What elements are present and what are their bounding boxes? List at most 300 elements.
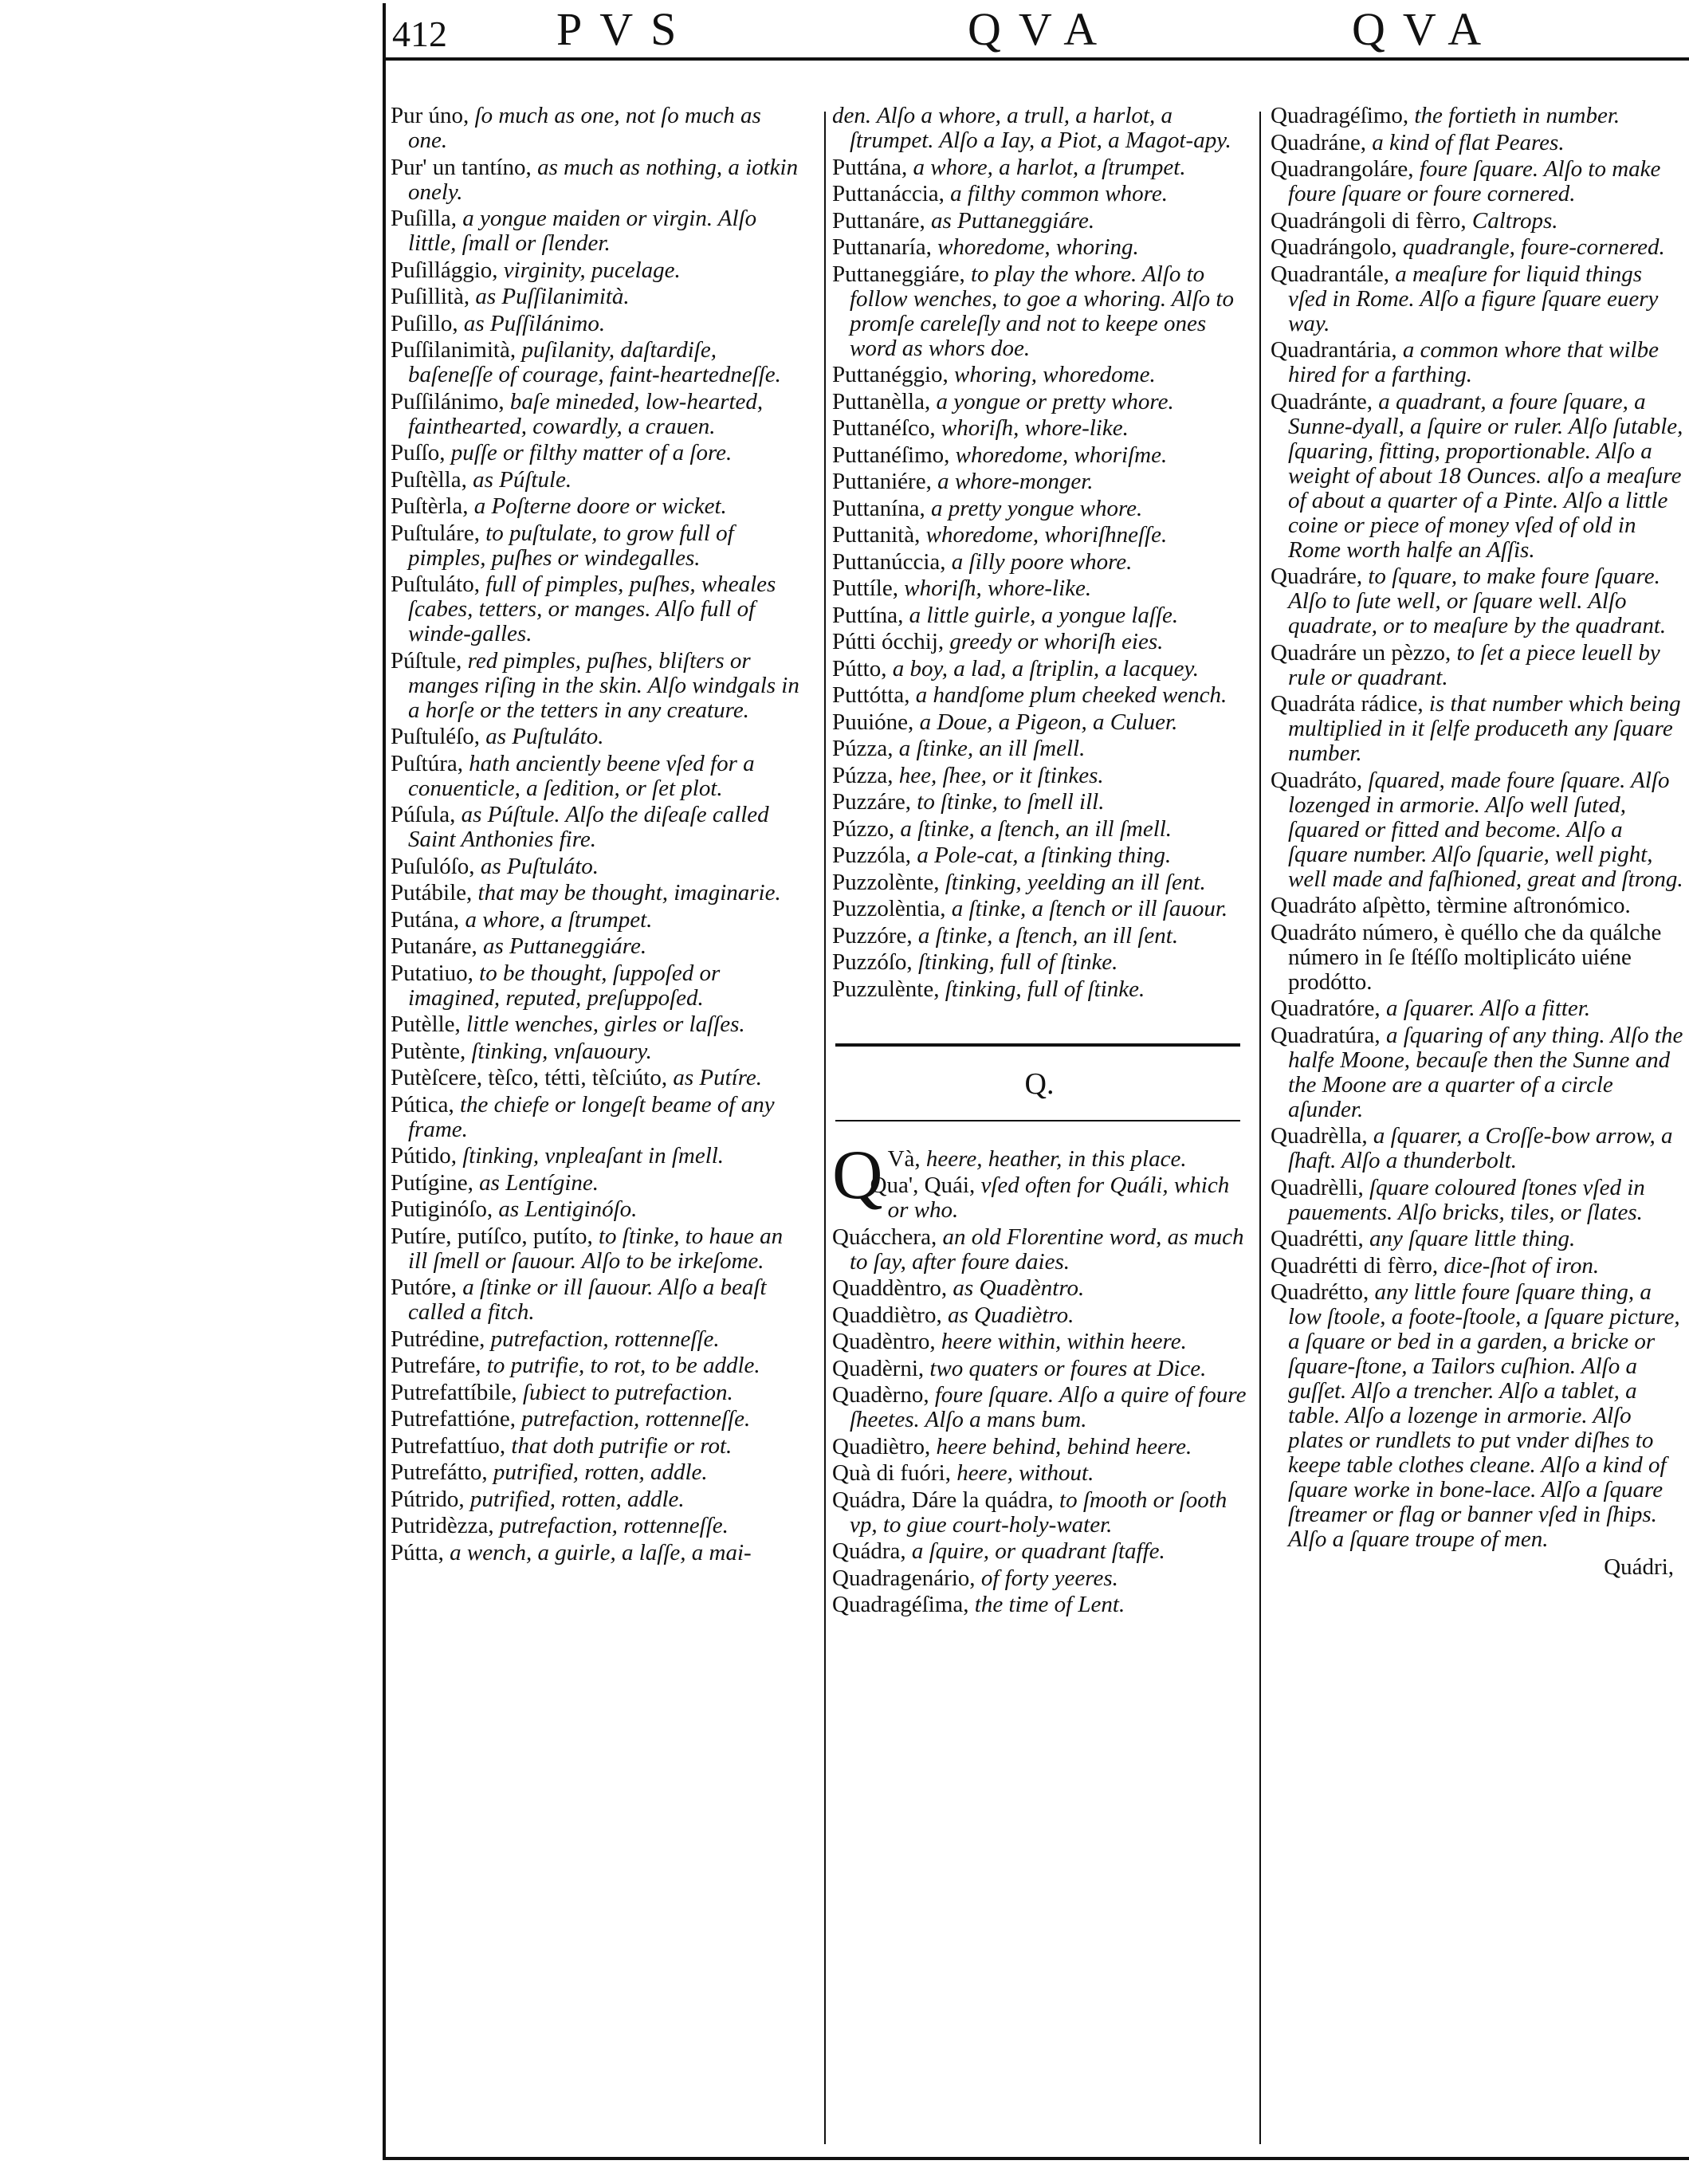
column-1: [391, 104, 805, 1567]
entry-lemma: Pútrido,: [391, 1486, 465, 1512]
entry-definition: ſo much as one, not ſo much as one.: [408, 103, 761, 153]
dictionary-entry: [391, 1407, 805, 1432]
dictionary-entry: [391, 854, 805, 879]
entry-definition: a whore, a harlot, a ſtrumpet.: [913, 154, 1186, 180]
section-rule: [835, 1120, 1240, 1121]
entry-definition: a ſtinke, a ſtench or ill ſauour.: [951, 896, 1228, 921]
entry-lemma: Puzzóſo,: [832, 949, 913, 975]
dictionary-entry: [832, 1488, 1247, 1538]
dictionary-entry: [1271, 209, 1685, 234]
column-2: [832, 104, 1247, 1620]
dictionary-entry: [832, 390, 1247, 414]
dictionary-entry: [391, 258, 805, 283]
entry-lemma: Putrefattióne,: [391, 1406, 517, 1432]
dictionary-entry: [832, 1435, 1247, 1459]
entry-definition: as Púſtule.: [473, 466, 572, 493]
entry-lemma: Quà di fuóri,: [832, 1460, 951, 1486]
entry-definition: the chiefe or longeſt beame of any frame.: [408, 1091, 775, 1142]
entry-lemma: Quadragéſima,: [832, 1592, 969, 1617]
footer-rule: [383, 2157, 1689, 2160]
dictionary-entry: [391, 1381, 805, 1405]
entry-lemma: Quadrantária,: [1271, 337, 1397, 363]
entry-lemma: Pútta,: [391, 1539, 444, 1565]
dictionary-entry: [391, 752, 805, 801]
entry-definition: a ſtinke, a ſtench, an ill ſent.: [917, 922, 1179, 949]
header-rule: [383, 57, 1689, 61]
entry-definition: putrefaction, rottenneſſe.: [521, 1406, 751, 1432]
dictionary-entry: [391, 441, 805, 465]
entry-lemma: Quadráto número, è quéllo che da quálche número in ſe ſtéſſo moltiplicáto uiéne prodótto.: [1271, 919, 1662, 995]
dictionary-entry: [832, 1461, 1247, 1486]
entry-definition: hath anciently beene vſed for a conuenticle, a ſedition, or ſet plot.: [408, 750, 755, 801]
dictionary-entry: [832, 416, 1247, 441]
dictionary-entry: [1271, 235, 1685, 260]
entry-lemma: Puttanéſco,: [832, 415, 936, 441]
dictionary-entry: [391, 155, 805, 205]
dictionary-entry: [832, 1276, 1247, 1301]
dictionary-entry: [832, 523, 1247, 548]
dictionary-entry: [832, 1383, 1247, 1432]
dictionary-entry: [391, 934, 805, 959]
entry-definition: a ſquarer. Alſo a fitter.: [1385, 996, 1591, 1021]
entry-lemma: Quadèntro,: [832, 1329, 936, 1354]
column-2b-entries: [832, 1173, 1247, 1617]
entry-definition: ſquare coloured ſtones vſed in pauements. Alſo bricks, tiles, or ſlates.: [1288, 1174, 1645, 1225]
entry-lemma: Quácchera,: [832, 1224, 937, 1250]
header-middle: QVA: [968, 3, 1115, 55]
entry-lemma: Pur' un tantíno,: [391, 154, 532, 180]
entry-definition: foure ſquare. Alſo a quire of foure ſheetes. Alſo a mans bum.: [850, 1382, 1247, 1432]
entry-definition: a common whore that wilbe hired for a farthing.: [1288, 337, 1659, 387]
dictionary-entry: [391, 1093, 805, 1142]
dictionary-entry: [1271, 131, 1685, 155]
entry-definition: quadrangle, foure-cornered.: [1402, 234, 1665, 260]
entry-lemma: Quadrèlli,: [1271, 1174, 1364, 1200]
entry-definition: any ſquare little thing.: [1369, 1226, 1576, 1251]
dictionary-entry: [1271, 390, 1685, 563]
dictionary-entry: [832, 1225, 1247, 1275]
dictionary-entry: [391, 494, 805, 519]
dictionary-entry: [832, 262, 1247, 361]
entry-definition: den. Alſo a whore, a trull, a harlot, a ſtrumpet. Alſo a Iay, a Piot, a Magot-apy.: [832, 103, 1231, 153]
dictionary-entry: [1271, 1176, 1685, 1225]
entry-lemma: Quadrantále,: [1271, 261, 1389, 287]
entry-definition: heere, without.: [956, 1460, 1094, 1486]
dictionary-entry: [832, 790, 1247, 815]
entry-lemma: Púzza,: [832, 736, 894, 761]
entry-definition: putrefaction, rottenneſſe.: [490, 1326, 720, 1352]
entry-definition: a ſilly poore whore.: [951, 548, 1133, 575]
entry-definition: to putrifie, to rot, to be addle.: [486, 1353, 760, 1378]
entry-definition: a meaſure for liquid things vſed in Rome. Alſo a figure ſquare euery way.: [1288, 261, 1659, 336]
dictionary-entry: [391, 1275, 805, 1325]
entry-definition: that may be thought, imaginarie.: [477, 880, 781, 905]
dictionary-entry: [391, 1224, 805, 1274]
entry-definition: a whore, a ſtrumpet.: [465, 906, 653, 933]
entry-definition: whoriſh, whore-like.: [941, 415, 1129, 441]
entry-definition: whoredome, whoriſhneſſe.: [925, 522, 1168, 548]
entry-lemma: Puuióne,: [832, 709, 914, 735]
entry-definition: whoring, whoredome.: [954, 362, 1156, 387]
entry-definition: as Puſſilanimità.: [475, 284, 630, 309]
dictionary-entry: [832, 155, 1247, 180]
dictionary-entry: [391, 1434, 805, 1459]
entry-definition: little wenches, girles or laſſes.: [466, 1011, 745, 1037]
dictionary-entry: [391, 1514, 805, 1538]
dictionary-entry: [391, 572, 805, 646]
dictionary-entry: [832, 977, 1247, 1002]
entry-definition: ſquared, made foure ſquare. Alſo lozenged in armorie. Alſo well ſuted, ſquared or fitted and become. Alſo a ſquare number. Alſo ſquarie, well pight, well made and faſhioned, great and ſtrong.: [1288, 767, 1683, 892]
header-left: PVS: [556, 3, 694, 55]
entry-lemma: Quadrángolo,: [1271, 234, 1397, 260]
entry-lemma: Putrefátto,: [391, 1459, 488, 1485]
entry-lemma: Púſtule,: [391, 647, 462, 674]
entry-lemma: Quadèrno,: [832, 1382, 929, 1408]
dictionary-entry: [832, 1539, 1247, 1564]
entry-definition: as Púſtule. Alſo the diſeaſe called Saint Anthonies fire.: [408, 802, 769, 852]
entry-definition: putrefaction, rottenneſſe.: [499, 1513, 729, 1538]
dictionary-entry: [832, 603, 1247, 628]
entry-definition: a pretty yongue whore.: [931, 495, 1143, 521]
entry-definition: heere, heather, in this place.: [925, 1145, 1187, 1172]
dictionary-entry: [832, 950, 1247, 975]
dictionary-entry: [391, 1171, 805, 1196]
dictionary-entry: [1271, 104, 1685, 128]
dictionary-entry: [832, 630, 1247, 654]
entry-definition: a quadrant, a foure ſquare, a Sunne-dyall, a ſquire or ruler. Alſo ſutable, ſquaring, fitting, proportionable. Alſo a weight of about 18 Ounces. alſo a meaſure of about a quarter of a Pinte. Alſo a little coine or piece of money vſed of old in Rome worth halfe an Aſſis.: [1288, 388, 1683, 563]
entry-lemma: Pútto,: [832, 655, 887, 682]
dictionary-entry: [1271, 1280, 1685, 1552]
dictionary-entry: [832, 235, 1247, 260]
entry-lemma: Puttanéggio,: [832, 362, 949, 387]
entry-lemma: Qua', Quái,: [870, 1173, 976, 1198]
dictionary-entry: [832, 843, 1247, 868]
left-border: [383, 3, 386, 2160]
entry-lemma: Quadrétti di fèrro,: [1271, 1252, 1439, 1279]
column-divider: [824, 112, 826, 2144]
entry-lemma: Puttanáre,: [832, 207, 925, 234]
dictionary-entry: [391, 725, 805, 749]
entry-definition: as Quadiètro.: [947, 1302, 1074, 1328]
entry-lemma: Putígine,: [391, 1169, 473, 1196]
dictionary-entry: [832, 104, 1247, 153]
entry-definition: a kind of flat Peares.: [1372, 129, 1565, 155]
entry-definition: of forty yeeres.: [980, 1565, 1118, 1591]
entry-lemma: Puttíle,: [832, 575, 898, 601]
entry-lemma: Quadráto aſpètto, tèrmine aſtronómico.: [1271, 893, 1631, 918]
entry-definition: a ſquarer, a Croſſe-bow arrow, a ſhaft. Alſo a thunderbolt.: [1288, 1123, 1673, 1173]
column-2-entries: [832, 104, 1247, 1002]
dictionary-entry: [391, 521, 805, 571]
dictionary-entry: [391, 908, 805, 933]
dictionary-entry: [391, 1487, 805, 1512]
entry-definition: a yongue maiden or virgin. Alſo little, ſmall or ſlender.: [408, 206, 757, 256]
entry-lemma: Quadráto,: [1271, 767, 1363, 793]
dictionary-entry: [832, 817, 1247, 842]
entry-definition: as Quadèntro.: [953, 1275, 1085, 1301]
dictionary-entry: [391, 468, 805, 493]
entry-lemma: Puſulóſo,: [391, 853, 475, 879]
entry-lemma: Putridèzza,: [391, 1513, 494, 1538]
dictionary-entry: [391, 1066, 805, 1090]
section-rule: [835, 1043, 1240, 1047]
entry-definition: to ſtinke, to ſmell ill.: [917, 789, 1105, 815]
dictionary-entry: [832, 209, 1247, 234]
entry-definition: hee, ſhee, or it ſtinkes.: [898, 762, 1104, 788]
dictionary-entry: [832, 710, 1247, 735]
entry-lemma: Puttanaría,: [832, 234, 932, 260]
entry-lemma: Quadrángoli di fèrro,: [1271, 207, 1467, 234]
entry-lemma: Quadrangoláre,: [1271, 156, 1414, 182]
entry-definition: ſtinking, yeelding an ill ſent.: [945, 869, 1206, 895]
dictionary-entry: [832, 924, 1247, 949]
dictionary-entry: [391, 1460, 805, 1485]
entry-definition: to puſtulate, to grow full of pimples, puſhes or windegalles.: [408, 520, 734, 571]
entry-lemma: Puſilla,: [391, 206, 457, 231]
dictionary-entry: [832, 550, 1247, 575]
dictionary-entry: [391, 1541, 805, 1565]
dictionary-entry: [391, 803, 805, 852]
entry-definition: whoredome, whoring.: [937, 234, 1139, 260]
dictionary-entry: [1271, 1254, 1685, 1279]
entry-lemma: Quadrèlla,: [1271, 1123, 1368, 1149]
entry-lemma: Quádra,: [832, 1538, 906, 1564]
dictionary-entry: [1271, 1023, 1685, 1122]
entry-lemma: Quadrétti,: [1271, 1226, 1364, 1251]
entry-definition: a ſtinke or ill ſauour. Alſo a beaſt called a fitch.: [408, 1275, 767, 1325]
dictionary-entry: [832, 1566, 1247, 1591]
dictionary-entry: [391, 312, 805, 336]
entry-definition: the time of Lent.: [974, 1592, 1125, 1617]
dictionary-entry: [832, 683, 1247, 708]
entry-lemma: Pútti ócchij,: [832, 629, 945, 654]
dictionary-entry: [1271, 768, 1685, 892]
entry-definition: ſtinking, full of ſtinke.: [917, 949, 1118, 975]
dictionary-entry: [391, 104, 805, 153]
dictionary-entry: [391, 1197, 805, 1222]
entry-lemma: Putóre,: [391, 1275, 457, 1300]
entry-definition: a filthy common whore.: [950, 181, 1168, 206]
page-number: 412: [392, 14, 447, 54]
dictionary-entry: [391, 1039, 805, 1064]
entry-lemma: Puttaniére,: [832, 469, 932, 494]
entry-lemma: Pur úno,: [391, 103, 469, 128]
entry-definition: Caltrops.: [1471, 207, 1558, 234]
entry-definition: as Puſtuláto.: [480, 853, 599, 879]
entry-definition: whoriſh, whore-like.: [904, 575, 1092, 601]
dictionary-entry: [391, 1327, 805, 1352]
entry-definition: a little guirle, a yongue laſſe.: [909, 602, 1179, 628]
entry-definition: a ſtinke, an ill ſmell.: [898, 736, 1086, 761]
dictionary-entry: [391, 1353, 805, 1378]
entry-definition: a ſquire, or quadrant ſtaffe.: [911, 1538, 1165, 1564]
entry-definition: a Poſterne doore or wicket.: [473, 493, 727, 519]
dictionary-entry: [1271, 641, 1685, 690]
entry-lemma: Puzzóla,: [832, 843, 912, 868]
entry-lemma: Pútido,: [391, 1143, 457, 1169]
column-3: [1271, 104, 1685, 1581]
entry-definition: as much as nothing, a iotkin onely.: [408, 154, 799, 205]
entry-lemma: Puſillità,: [391, 284, 470, 309]
column-divider: [1259, 112, 1261, 2144]
entry-lemma: Quadráre un pèzzo,: [1271, 639, 1451, 666]
entry-definition: as Puttaneggiáre.: [931, 207, 1095, 234]
entry-lemma: Putanáre,: [391, 933, 477, 959]
entry-definition: ſtinking, vnſauoury.: [471, 1038, 652, 1064]
entry-lemma: Quadráta rádice,: [1271, 691, 1424, 717]
entry-lemma: Quadiètro,: [832, 1433, 931, 1459]
dictionary-entry: [1271, 692, 1685, 766]
dictionary-entry: [832, 870, 1247, 895]
entry-lemma: Putrédine,: [391, 1326, 485, 1352]
entry-definition: to ſtinke, to haue an ill ſmell or ſauour. Alſo to be irkeſome.: [408, 1223, 784, 1274]
dictionary-entry: [832, 1173, 1247, 1223]
entry-definition: putrified, rotten, addle.: [469, 1486, 685, 1512]
entry-lemma: Putíre, putíſco, putíto,: [391, 1223, 593, 1249]
dictionary-entry: [391, 285, 805, 309]
dictionary-entry: [391, 649, 805, 723]
entry-definition: full of pimples, puſhes, wheales ſcabes, tetters, or manges. Alſo full of winde-galles.: [408, 572, 776, 646]
entry-definition: a wench, a guirle, a laſſe, a mai-: [450, 1539, 752, 1565]
entry-definition: an old Florentine word, as much to ſay, after foure daies.: [850, 1224, 1244, 1275]
dictionary-entry: [832, 1357, 1247, 1381]
entry-lemma: Quadrétto,: [1271, 1279, 1369, 1305]
entry-lemma: Puſillággio,: [391, 257, 498, 283]
entry-lemma: Quadragenário,: [832, 1565, 976, 1591]
entry-lemma: Puſtuláre,: [391, 520, 480, 546]
dictionary-entry: [832, 1330, 1247, 1354]
entry-lemma: Puttanáccia,: [832, 181, 945, 206]
dictionary-entry: [832, 497, 1247, 521]
section-letter: Q.: [1024, 1066, 1055, 1101]
dictionary-entry: [832, 576, 1247, 601]
running-header: [386, 3, 1689, 56]
entry-lemma: Puſtúra,: [391, 750, 464, 776]
entry-lemma: Puzzóre,: [832, 922, 913, 949]
entry-definition: a ſtinke, a ſtench, an ill ſmell.: [900, 815, 1172, 842]
entry-lemma: Quaddiètro,: [832, 1302, 942, 1328]
header-right: QVA: [1352, 3, 1499, 55]
entry-lemma: Puttanèlla,: [832, 388, 931, 414]
dictionary-entry: [391, 1144, 805, 1169]
entry-definition: heere within, within heere.: [941, 1329, 1187, 1354]
entry-lemma: Puzzáre,: [832, 789, 912, 815]
entry-definition: to ſet a piece leuell by rule or quadrant.: [1288, 639, 1660, 690]
entry-lemma: Puttanúccia,: [832, 548, 946, 575]
entry-lemma: Puſtuláto,: [391, 572, 480, 597]
dictionary-entry: [1271, 1124, 1685, 1173]
entry-definition: a handſome plum cheeked wench.: [915, 682, 1227, 708]
dictionary-entry: [832, 737, 1247, 761]
entry-lemma: Putatiuo,: [391, 960, 473, 986]
entry-lemma: Puttána,: [832, 154, 908, 180]
entry-definition: vſed often for Quáli, which or who.: [887, 1173, 1230, 1223]
dictionary-entry: [1271, 894, 1685, 918]
entry-lemma: Putènte,: [391, 1038, 466, 1064]
entry-lemma: Quadráre,: [1271, 564, 1363, 589]
dictionary-entry: [1271, 996, 1685, 1021]
entry-lemma: Puttína,: [832, 602, 904, 628]
entry-lemma: Quadragéſimo,: [1271, 103, 1409, 128]
entry-definition: putrified, rotten, addle.: [493, 1459, 708, 1485]
dictionary-entry: [832, 764, 1247, 788]
dictionary-entry: [832, 657, 1247, 682]
entry-definition: the fortieth in number.: [1414, 103, 1620, 128]
entry-lemma: Quadratóre,: [1271, 996, 1381, 1021]
section-q: [832, 1043, 1247, 1618]
entry-definition: is that number which being multiplied in it ſelfe produceth any ſquare number.: [1288, 691, 1681, 766]
entry-definition: puſilanity, daſtardiſe, baſeneſſe of courage, faint-heartedneſſe.: [408, 337, 781, 387]
entry-definition: dice-ſhot of iron.: [1444, 1252, 1600, 1279]
entry-definition: red pimples, puſhes, bliſters or manges riſing in the skin. Alſo windgals in a horſe or the tetters in any creature.: [408, 647, 799, 723]
drop-cap: Q: [832, 1136, 883, 1214]
entry-definition: a Pole-cat, a ſtinking thing.: [917, 843, 1172, 868]
entry-definition: puſſe or filthy matter of a ſore.: [450, 440, 733, 465]
entry-lemma: Puzzolèntia,: [832, 896, 946, 921]
dictionary-entry: [832, 363, 1247, 387]
entry-lemma: Puſtuléſo,: [391, 724, 480, 749]
entry-lemma: Quadèrni,: [832, 1355, 925, 1381]
entry-lemma: Quadráne,: [1271, 129, 1366, 155]
dictionary-entry: [832, 443, 1247, 468]
dictionary-entry: [1271, 564, 1685, 638]
entry-definition: whoredome, whoriſme.: [955, 442, 1168, 468]
dictionary-entry: [1271, 1227, 1685, 1251]
dictionary-entry: [1271, 921, 1685, 995]
entry-lemma: Putrefattíuo,: [391, 1432, 506, 1459]
entry-lemma: Quadránte,: [1271, 388, 1373, 414]
entry-lemma: Puttótta,: [832, 682, 910, 708]
entry-definition: ſubiect to putrefaction.: [522, 1379, 733, 1405]
entry-definition: a ſquaring of any thing. Alſo the halfe Moone, becauſe then the Sunne and the Moone are a quarter of a circle aſunder.: [1288, 1022, 1683, 1122]
dictionary-entry: [391, 961, 805, 1011]
entry-lemma: Putrefáre,: [391, 1353, 481, 1378]
entry-definition: heere behind, behind heere.: [936, 1433, 1192, 1459]
dictionary-entry: [832, 182, 1247, 206]
entry-lemma: Puſillo,: [391, 310, 458, 336]
entry-lemma: Puttaneggiáre,: [832, 261, 965, 287]
entry-lemma: Puttanína,: [832, 495, 925, 521]
entry-lemma: Và,: [887, 1145, 921, 1172]
entry-definition: as Puſſilánimo.: [463, 310, 606, 336]
entry-definition: ſtinking, vnpleaſant in ſmell.: [462, 1143, 725, 1169]
entry-lemma: Puttanità,: [832, 522, 921, 548]
entry-definition: as Lentiginóſo.: [498, 1196, 638, 1222]
entry-definition: a yongue or pretty whore.: [936, 388, 1174, 414]
entry-definition: greedy or whoriſh eies.: [949, 629, 1164, 654]
entry-lemma: Puſſilánimo,: [391, 388, 505, 414]
entry-lemma: Puſtèlla,: [391, 466, 467, 493]
entry-lemma: Putábile,: [391, 880, 473, 905]
entry-lemma: Pútica,: [391, 1091, 454, 1118]
entry-lemma: Putrefattíbile,: [391, 1379, 517, 1405]
entry-lemma: Puſtèrla,: [391, 493, 469, 519]
entry-lemma: Putèlle,: [391, 1011, 461, 1037]
dictionary-entry: [1271, 262, 1685, 336]
dictionary-entry: [391, 390, 805, 439]
dictionary-entry: [832, 897, 1247, 921]
entry-lemma: Púzzo,: [832, 815, 895, 842]
entry-definition: two quaters or foures at Dice.: [929, 1355, 1207, 1381]
entry-lemma: Putèſcere, tèſco, tétti, tèſciúto,: [391, 1065, 668, 1090]
entry-definition: foure ſquare. Alſo to make foure ſquare or foure cornered.: [1288, 156, 1661, 206]
entry-definition: any little foure ſquare thing, a low ſtoole, a foote-ſtoole, a ſquare picture, a ſquare or bed in a garden, a bricke or ſquare-ſtone, a Tailors cuſhion. Alſo a guſſet. Alſo a trencher. Alſo a tablet, a table. Alſo a lozenge in armorie. Alſo plates or rundlets to put vnder diſhes to keepe table clothes cleane. Alſo a kind of ſquare worke in bone-lace. Alſo a ſquare ſtreamer or flag or banner vſed in ſhips. Alſo a ſquare troupe of men.: [1288, 1279, 1680, 1552]
entry-lemma: Putiginóſo,: [391, 1196, 493, 1222]
entry-definition: as Lentígine.: [479, 1169, 599, 1196]
entry-definition: a Doue, a Pigeon, a Culuer.: [919, 709, 1178, 735]
dictionary-entry: [391, 338, 805, 387]
dictionary-entry: [391, 206, 805, 256]
